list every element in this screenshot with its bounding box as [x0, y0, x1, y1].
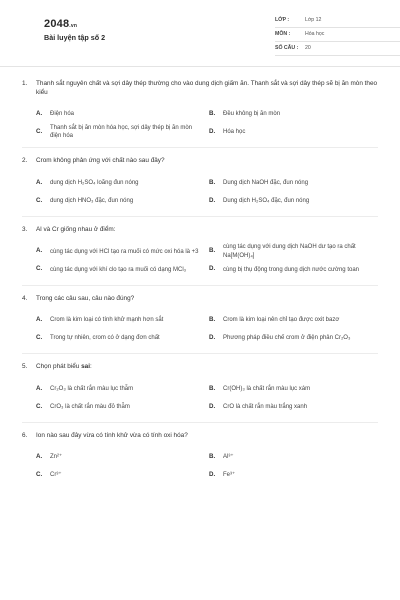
answer-option-c[interactable]	[36, 123, 209, 141]
option-text: Hóa học	[223, 129, 246, 136]
question-text: Crom không phản ứng với chất nào sau đây?	[36, 157, 165, 165]
option-letter: D.	[209, 128, 216, 136]
option-text: Trong tự nhiên, crom có ở dạng đơn chất	[50, 335, 160, 342]
option-letter: C.	[36, 402, 43, 410]
meta-subject-key: MÔN :	[275, 30, 291, 37]
meta-count-value: 20	[305, 44, 311, 51]
answer-option-a[interactable]	[36, 174, 209, 192]
question-3	[22, 226, 378, 279]
question-2	[22, 157, 378, 210]
option-text: Điện hóa	[50, 111, 75, 118]
option-text: cùng tác dụng với dung dịch NaOH dư tạo ra chất Na[M(OH)₄]	[223, 244, 356, 259]
question-6	[22, 432, 378, 485]
answer-option-d[interactable]	[209, 329, 382, 347]
question-1	[22, 80, 378, 141]
meta-count-key: SỐ CÂU :	[275, 44, 299, 51]
option-letter: A.	[36, 110, 43, 118]
option-letter: C.	[36, 265, 43, 273]
answer-option-c[interactable]	[36, 398, 209, 416]
answer-option-d[interactable]	[209, 261, 382, 279]
option-letter: B.	[209, 453, 216, 461]
option-letter: C.	[36, 128, 43, 136]
option-text: dung dịch H₂SO₄ loãng đun nóng	[50, 179, 139, 186]
option-letter: D.	[209, 196, 216, 204]
option-letter: D.	[209, 471, 216, 479]
answer-options	[36, 243, 378, 279]
option-letter: D.	[209, 334, 216, 342]
answer-option-b[interactable]	[209, 174, 382, 192]
option-letter: A.	[36, 178, 43, 186]
option-text: Đều không bị ăn mòn	[223, 111, 281, 118]
logo-suffix: .vn	[69, 23, 78, 29]
answer-option-a[interactable]	[36, 243, 209, 261]
question-number: 2.	[22, 157, 28, 165]
meta-subject-value: Hóa học	[305, 30, 325, 37]
option-text: cùng tác dụng với khí clo tạo ra muối có dạng MCl₃	[50, 266, 187, 273]
question-text: Ion nào sau đây vừa có tính khử vừa có tính oxi hóa?	[36, 431, 188, 439]
option-letter: B.	[209, 178, 216, 186]
option-text: Zn²⁺	[50, 454, 63, 461]
worksheet-header	[22, 0, 378, 64]
question-list	[22, 80, 378, 484]
option-text: Phương pháp điều chế crom ở điện phân Cr₂O₃	[223, 335, 351, 342]
worksheet-title: Bài luyện tập số 2	[44, 33, 106, 42]
question-number: 4.	[22, 294, 28, 302]
meta-class-key: LỚP :	[275, 16, 290, 23]
option-text: cùng bị thụ động trong dung dịch nước cường toan	[223, 266, 359, 273]
option-text: CrO₃ là chất rắn màu đỏ thẫm	[50, 403, 130, 410]
answer-option-a[interactable]	[36, 380, 209, 398]
answer-option-b[interactable]	[209, 243, 382, 261]
question-divider	[22, 147, 378, 148]
meta-class-value: Lớp 12	[305, 16, 322, 23]
option-letter: B.	[209, 316, 216, 324]
option-text: Thanh sắt bị ăn mòn hóa học, sợi dây thép bị ăn mòn điện hóa	[50, 125, 193, 140]
option-text: Dung dịch H₂SO₄ đặc, đun nóng	[223, 197, 310, 204]
answer-option-d[interactable]	[209, 192, 382, 210]
answer-options	[36, 105, 378, 141]
answer-option-c[interactable]	[36, 466, 209, 484]
option-letter: D.	[209, 402, 216, 410]
option-text: Cr³⁺	[50, 472, 62, 479]
question-number: 5.	[22, 363, 28, 371]
option-text: Cr(OH)₃ là chất rắn màu lục xám	[223, 385, 311, 392]
meta-class-row	[275, 14, 400, 28]
answer-option-c[interactable]	[36, 192, 209, 210]
option-text: Dung dịch NaOH đặc, đun nóng	[223, 179, 309, 186]
question-divider	[22, 285, 378, 286]
option-letter: A.	[36, 316, 43, 324]
question-number: 3.	[22, 225, 28, 233]
answer-option-a[interactable]	[36, 311, 209, 329]
logo-text: 2048	[44, 18, 70, 30]
answer-options	[36, 174, 378, 210]
question-divider	[22, 422, 378, 423]
option-letter: A.	[36, 247, 43, 255]
question-text: Al và Cr giống nhau ở điểm:	[36, 225, 116, 233]
answer-option-c[interactable]	[36, 261, 209, 279]
question-divider	[22, 216, 378, 217]
option-letter: D.	[209, 265, 216, 273]
answer-options	[36, 311, 378, 347]
question-text: Thanh sắt nguyên chất và sợi dây thép thường cho vào dung dịch giấm ăn. Thanh sắt và sợi dây thép sẽ bị ăn mòn theo kiểu	[36, 80, 378, 96]
option-text: dung dịch HNO₃ đặc, đun nóng	[50, 197, 134, 204]
answer-options	[36, 380, 378, 416]
answer-option-d[interactable]	[209, 123, 382, 141]
question-5	[22, 363, 378, 416]
answer-option-a[interactable]	[36, 448, 209, 466]
option-letter: B.	[209, 110, 216, 118]
option-letter: C.	[36, 334, 43, 342]
option-text: CrO là chất rắn màu trắng xanh	[223, 403, 308, 410]
option-text: Fe³⁺	[223, 472, 236, 479]
question-4	[22, 295, 378, 348]
option-letter: C.	[36, 196, 43, 204]
meta-subject-row	[275, 28, 400, 42]
question-text: Trong các câu sau, câu nào đúng?	[36, 294, 135, 302]
answer-options	[36, 448, 378, 484]
option-text: cùng tác dụng với HCl tạo ra muối có mức oxi hóa là +3	[50, 248, 199, 255]
question-text: Chọn phát biểu sai:	[36, 363, 92, 371]
answer-option-b[interactable]	[209, 380, 382, 398]
meta-count-row	[275, 42, 400, 56]
option-text: Al³⁺	[223, 454, 234, 461]
question-number: 1.	[22, 80, 28, 87]
answer-option-a[interactable]	[36, 105, 209, 123]
answer-option-b[interactable]	[209, 311, 382, 329]
option-text: Cr₂O₃ là chất rắn màu lục thẫm	[50, 385, 134, 392]
site-logo[interactable]	[44, 17, 77, 32]
option-letter: B.	[209, 247, 216, 255]
answer-option-b[interactable]	[209, 448, 382, 466]
option-letter: A.	[36, 384, 43, 392]
worksheet-meta	[275, 14, 400, 56]
question-number: 6.	[22, 431, 28, 439]
option-letter: B.	[209, 384, 216, 392]
header-divider	[0, 66, 400, 67]
answer-option-d[interactable]	[209, 466, 382, 484]
option-text: Crom là kim loại có tính khử mạnh hơn sắt	[50, 317, 164, 324]
option-letter: C.	[36, 471, 43, 479]
answer-option-c[interactable]	[36, 329, 209, 347]
option-text: Crom là kim loại nên chỉ tạo được oxit bazơ	[223, 317, 340, 324]
question-divider	[22, 353, 378, 354]
answer-option-d[interactable]	[209, 398, 382, 416]
option-letter: A.	[36, 453, 43, 461]
answer-option-b[interactable]	[209, 105, 382, 123]
